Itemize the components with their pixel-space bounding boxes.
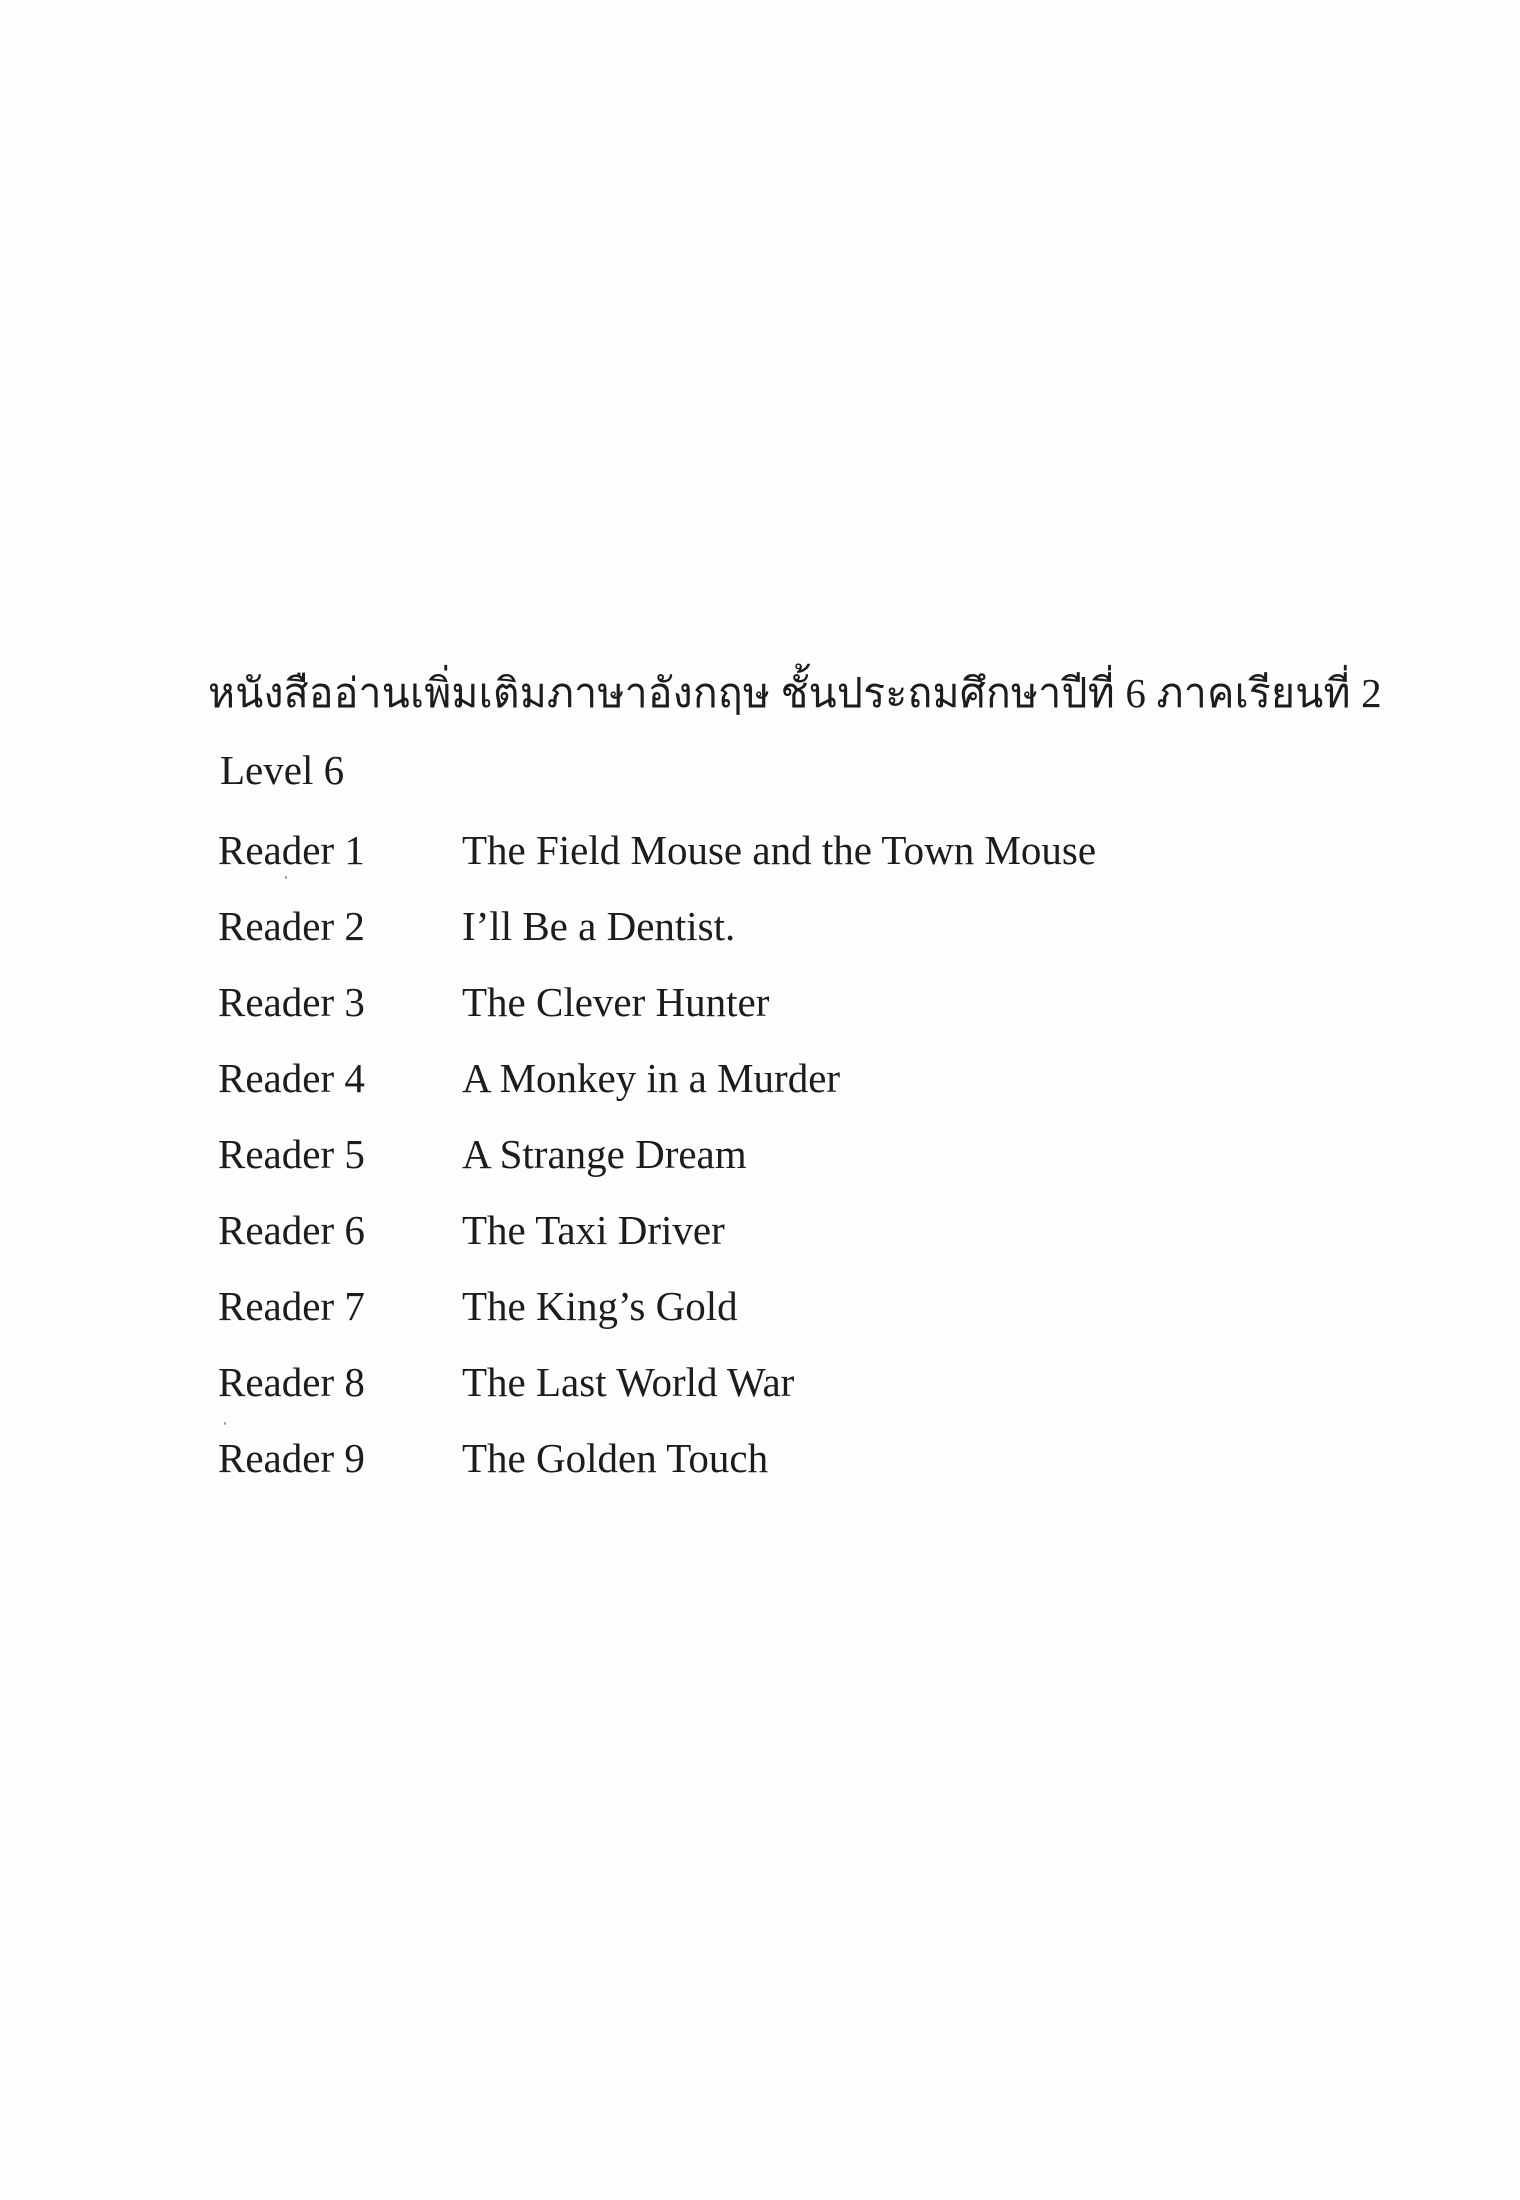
scan-speck bbox=[224, 1422, 226, 1425]
page-heading: หนังสืออ่านเพิ่มเติมภาษาอังกฤษ ชั้นประถมศึกษาปีที่ 6 ภาคเรียนที่ 2 bbox=[208, 670, 1382, 716]
reader-label: Reader 9 bbox=[218, 1435, 365, 1481]
reader-row bbox=[218, 1428, 1418, 1504]
reader-row bbox=[218, 896, 1418, 972]
reader-label: Reader 2 bbox=[218, 903, 365, 949]
reader-row bbox=[218, 1048, 1418, 1124]
reader-label: Reader 1 bbox=[218, 827, 365, 873]
reader-title: I’ll Be a Dentist. bbox=[462, 903, 736, 949]
reader-title: The Clever Hunter bbox=[462, 979, 770, 1025]
reader-row bbox=[218, 1124, 1418, 1200]
reader-list bbox=[218, 820, 1418, 1504]
reader-label: Reader 6 bbox=[218, 1207, 365, 1253]
reader-label: Reader 7 bbox=[218, 1283, 365, 1329]
reader-label: Reader 3 bbox=[218, 979, 365, 1025]
reader-row bbox=[218, 1276, 1418, 1352]
reader-title: A Strange Dream bbox=[462, 1131, 747, 1177]
scan-speck bbox=[285, 876, 287, 879]
reader-label: Reader 8 bbox=[218, 1359, 365, 1405]
reader-row bbox=[218, 1200, 1418, 1276]
level-label: Level 6 bbox=[220, 747, 345, 793]
reader-label: Reader 4 bbox=[218, 1055, 365, 1101]
reader-row bbox=[218, 1352, 1418, 1428]
reader-title: The Taxi Driver bbox=[462, 1207, 725, 1253]
reader-row bbox=[218, 972, 1418, 1048]
reader-row bbox=[218, 820, 1418, 896]
reader-title: The Field Mouse and the Town Mouse bbox=[462, 827, 1097, 873]
reader-title: The Last World War bbox=[462, 1359, 795, 1405]
reader-label: Reader 5 bbox=[218, 1131, 365, 1177]
reader-title: The Golden Touch bbox=[462, 1435, 769, 1481]
reader-title: The King’s Gold bbox=[462, 1283, 738, 1329]
reader-title: A Monkey in a Murder bbox=[462, 1055, 841, 1101]
